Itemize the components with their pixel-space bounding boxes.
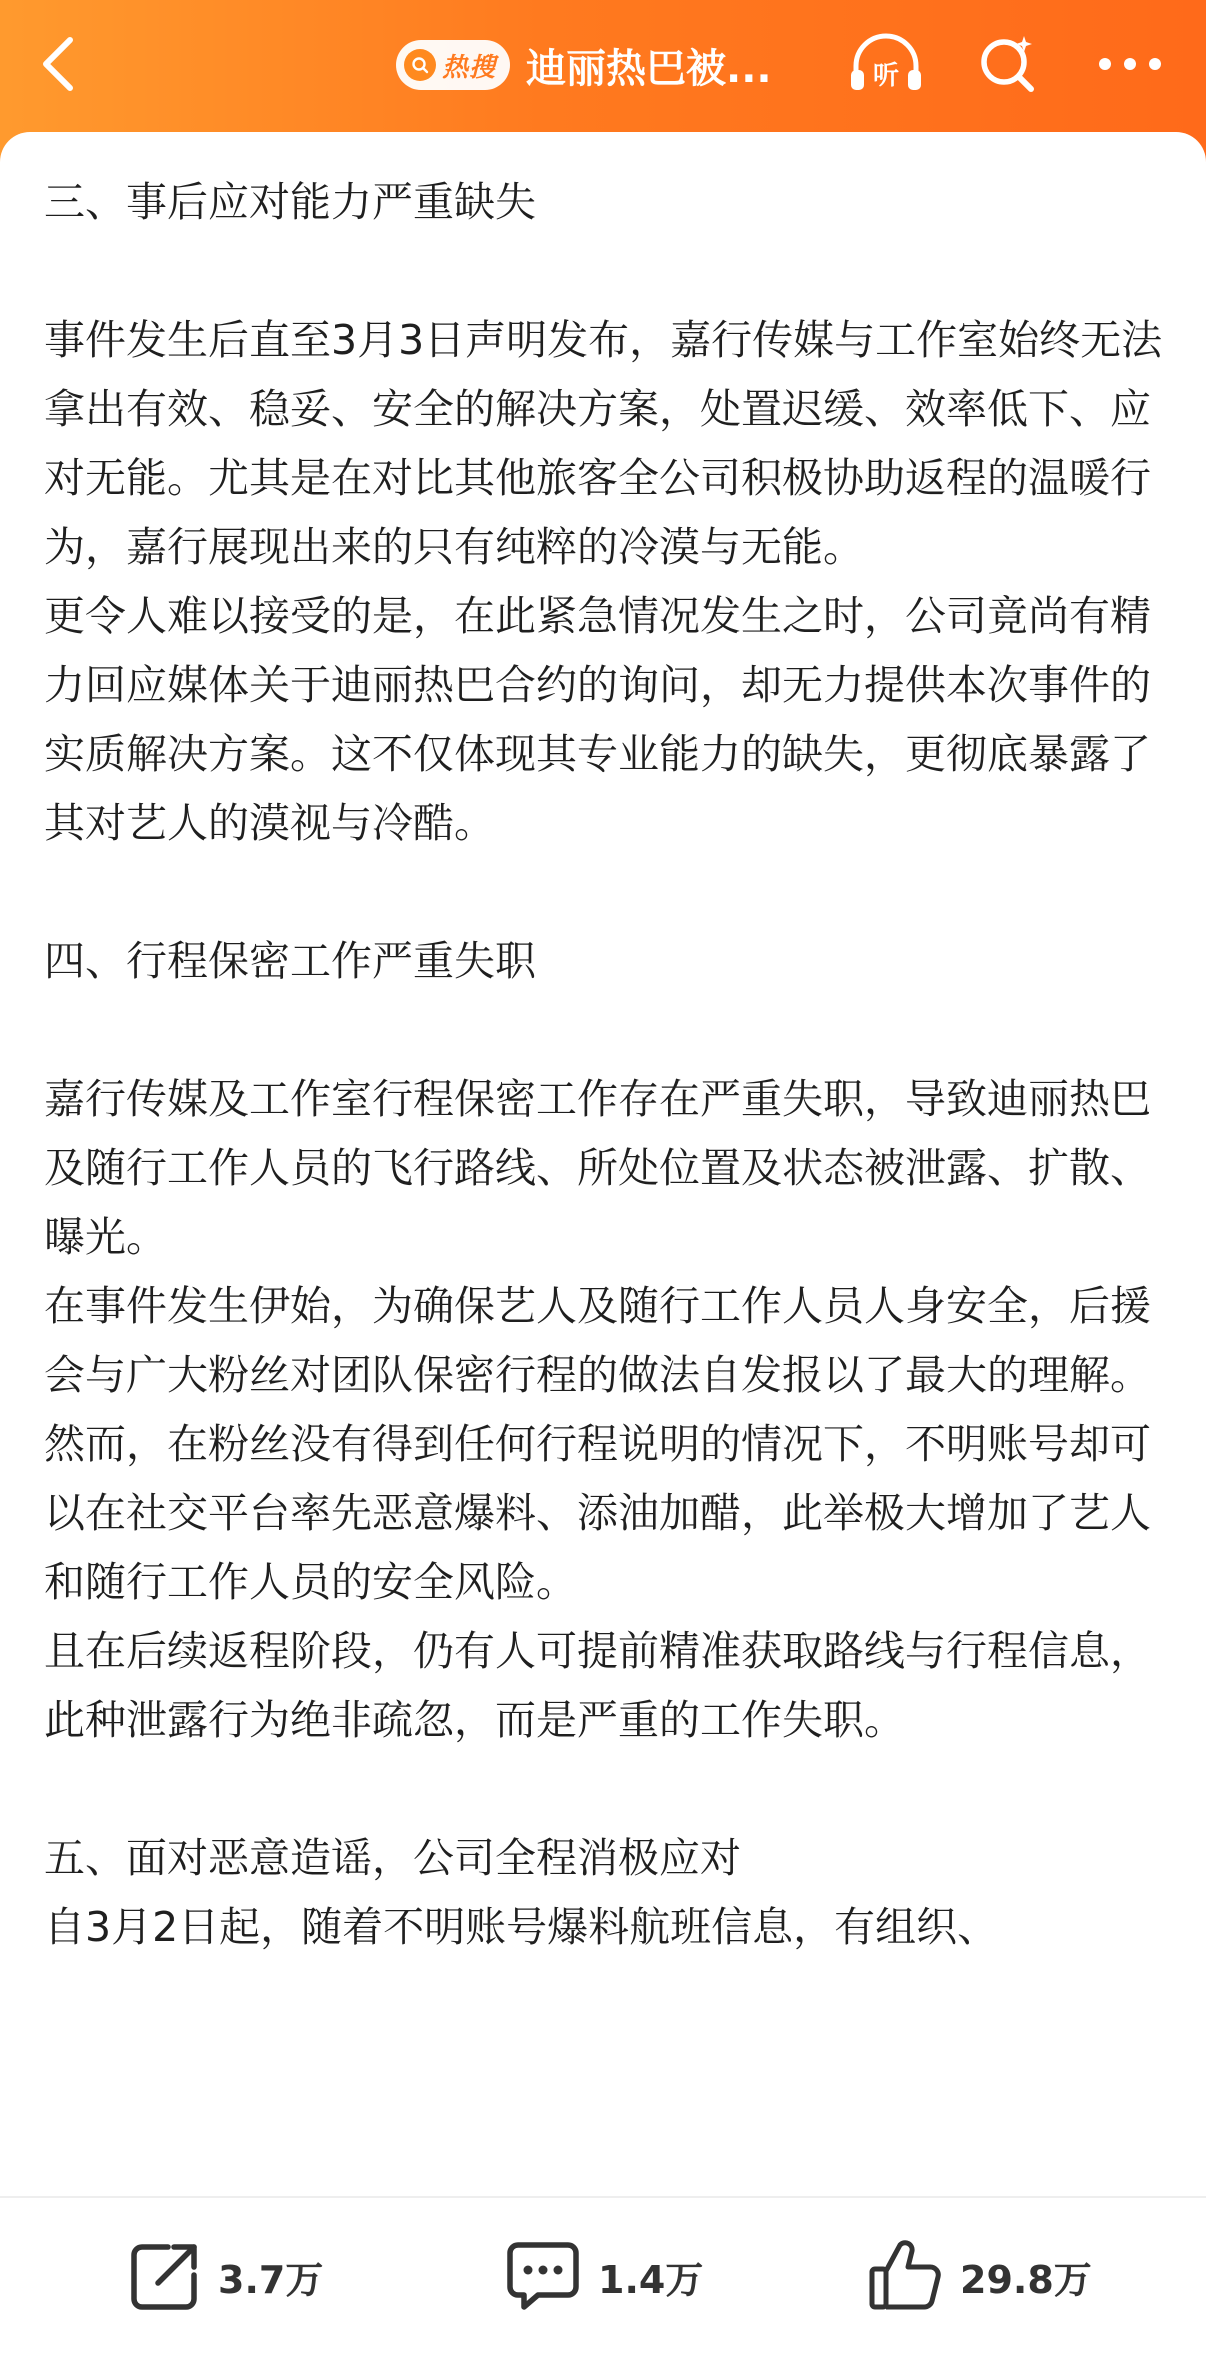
paragraph-gap bbox=[44, 858, 1164, 927]
share-count: 3.7万 bbox=[218, 2257, 324, 2302]
article-paragraph: 更令人难以接受的是，在此紧急情况发生之时，公司竟尚有精力回应媒体关于迪丽热巴合约的询问，却无力提供本次事件的实质解决方案。这不仅体现其专业能力的缺失，更彻底暴露了其对艺人的漠视与冷酷。 bbox=[44, 592, 1151, 847]
article-body bbox=[44, 168, 1164, 1962]
headphones-listen-icon bbox=[846, 32, 926, 96]
comment-icon bbox=[504, 2237, 582, 2315]
section-heading: 三、事后应对能力严重缺失 bbox=[44, 178, 536, 226]
hot-search-label: 热搜 bbox=[442, 52, 497, 83]
hot-search-icon bbox=[404, 49, 436, 81]
title-area bbox=[396, 30, 772, 100]
paragraph-gap bbox=[44, 1755, 1164, 1824]
like-count: 29.8万 bbox=[960, 2257, 1092, 2302]
article-paragraph: 在事件发生伊始，为确保艺人及随行工作人员人身安全，后援会与广大粉丝对团队保密行程的做法自发报以了最大的理解。然而，在粉丝没有得到任何行程说明的情况下，不明账号却可以在社交平台率先恶意爆料、添油加醋，此举极大增加了艺人和随行工作人员的安全风险。 bbox=[44, 1282, 1151, 1606]
more-button[interactable] bbox=[1090, 28, 1170, 100]
page-title: 迪丽热巴被... bbox=[526, 45, 772, 92]
article-paragraph: 事件发生后直至3月3日声明发布，嘉行传媒与工作室始终无法拿出有效、稳妥、安全的解决方案，处置迟缓、效率低下、应对无能。尤其是在对比其他旅客全公司积极协助返程的温暖行为，嘉行展现出来的只有纯粹的冷漠与无能。 bbox=[44, 316, 1163, 571]
bottom-action-bar bbox=[0, 2196, 1206, 2375]
article-paragraph: 且在后续返程阶段，仍有人可提前精准获取路线与行程信息，此种泄露行为绝非疏忽，而是严重的工作失职。 bbox=[44, 1627, 1151, 1744]
back-arrow-icon bbox=[38, 34, 78, 94]
share-icon bbox=[128, 2239, 202, 2313]
article-paragraph: 嘉行传媒及工作室行程保密工作存在严重失职，导致迪丽热巴及随行工作人员的飞行路线、所处位置及状态被泄露、扩散、曝光。 bbox=[44, 1075, 1151, 1261]
share-button[interactable] bbox=[128, 2236, 323, 2316]
comment-count: 1.4万 bbox=[598, 2257, 704, 2302]
article-paragraph: 自3月2日起，随着不明账号爆料航班信息，有组织、 bbox=[44, 1903, 999, 1951]
section-heading: 五、面对恶意造谣，公司全程消极应对 bbox=[44, 1834, 741, 1882]
more-dots-icon bbox=[1095, 54, 1165, 74]
listen-button[interactable] bbox=[846, 28, 926, 100]
section-heading: 四、行程保密工作严重失职 bbox=[44, 937, 536, 985]
article-card bbox=[0, 132, 1206, 2192]
search-icon bbox=[976, 32, 1040, 96]
back-button[interactable] bbox=[28, 28, 88, 100]
paragraph-gap bbox=[44, 996, 1164, 1065]
search-button[interactable] bbox=[968, 28, 1048, 100]
thumbs-up-icon bbox=[866, 2237, 944, 2315]
hot-search-badge[interactable] bbox=[396, 40, 510, 90]
comment-button[interactable] bbox=[504, 2236, 703, 2316]
like-button[interactable] bbox=[866, 2236, 1092, 2316]
svg-text:听: 听 bbox=[872, 61, 900, 91]
paragraph-gap bbox=[44, 237, 1164, 306]
